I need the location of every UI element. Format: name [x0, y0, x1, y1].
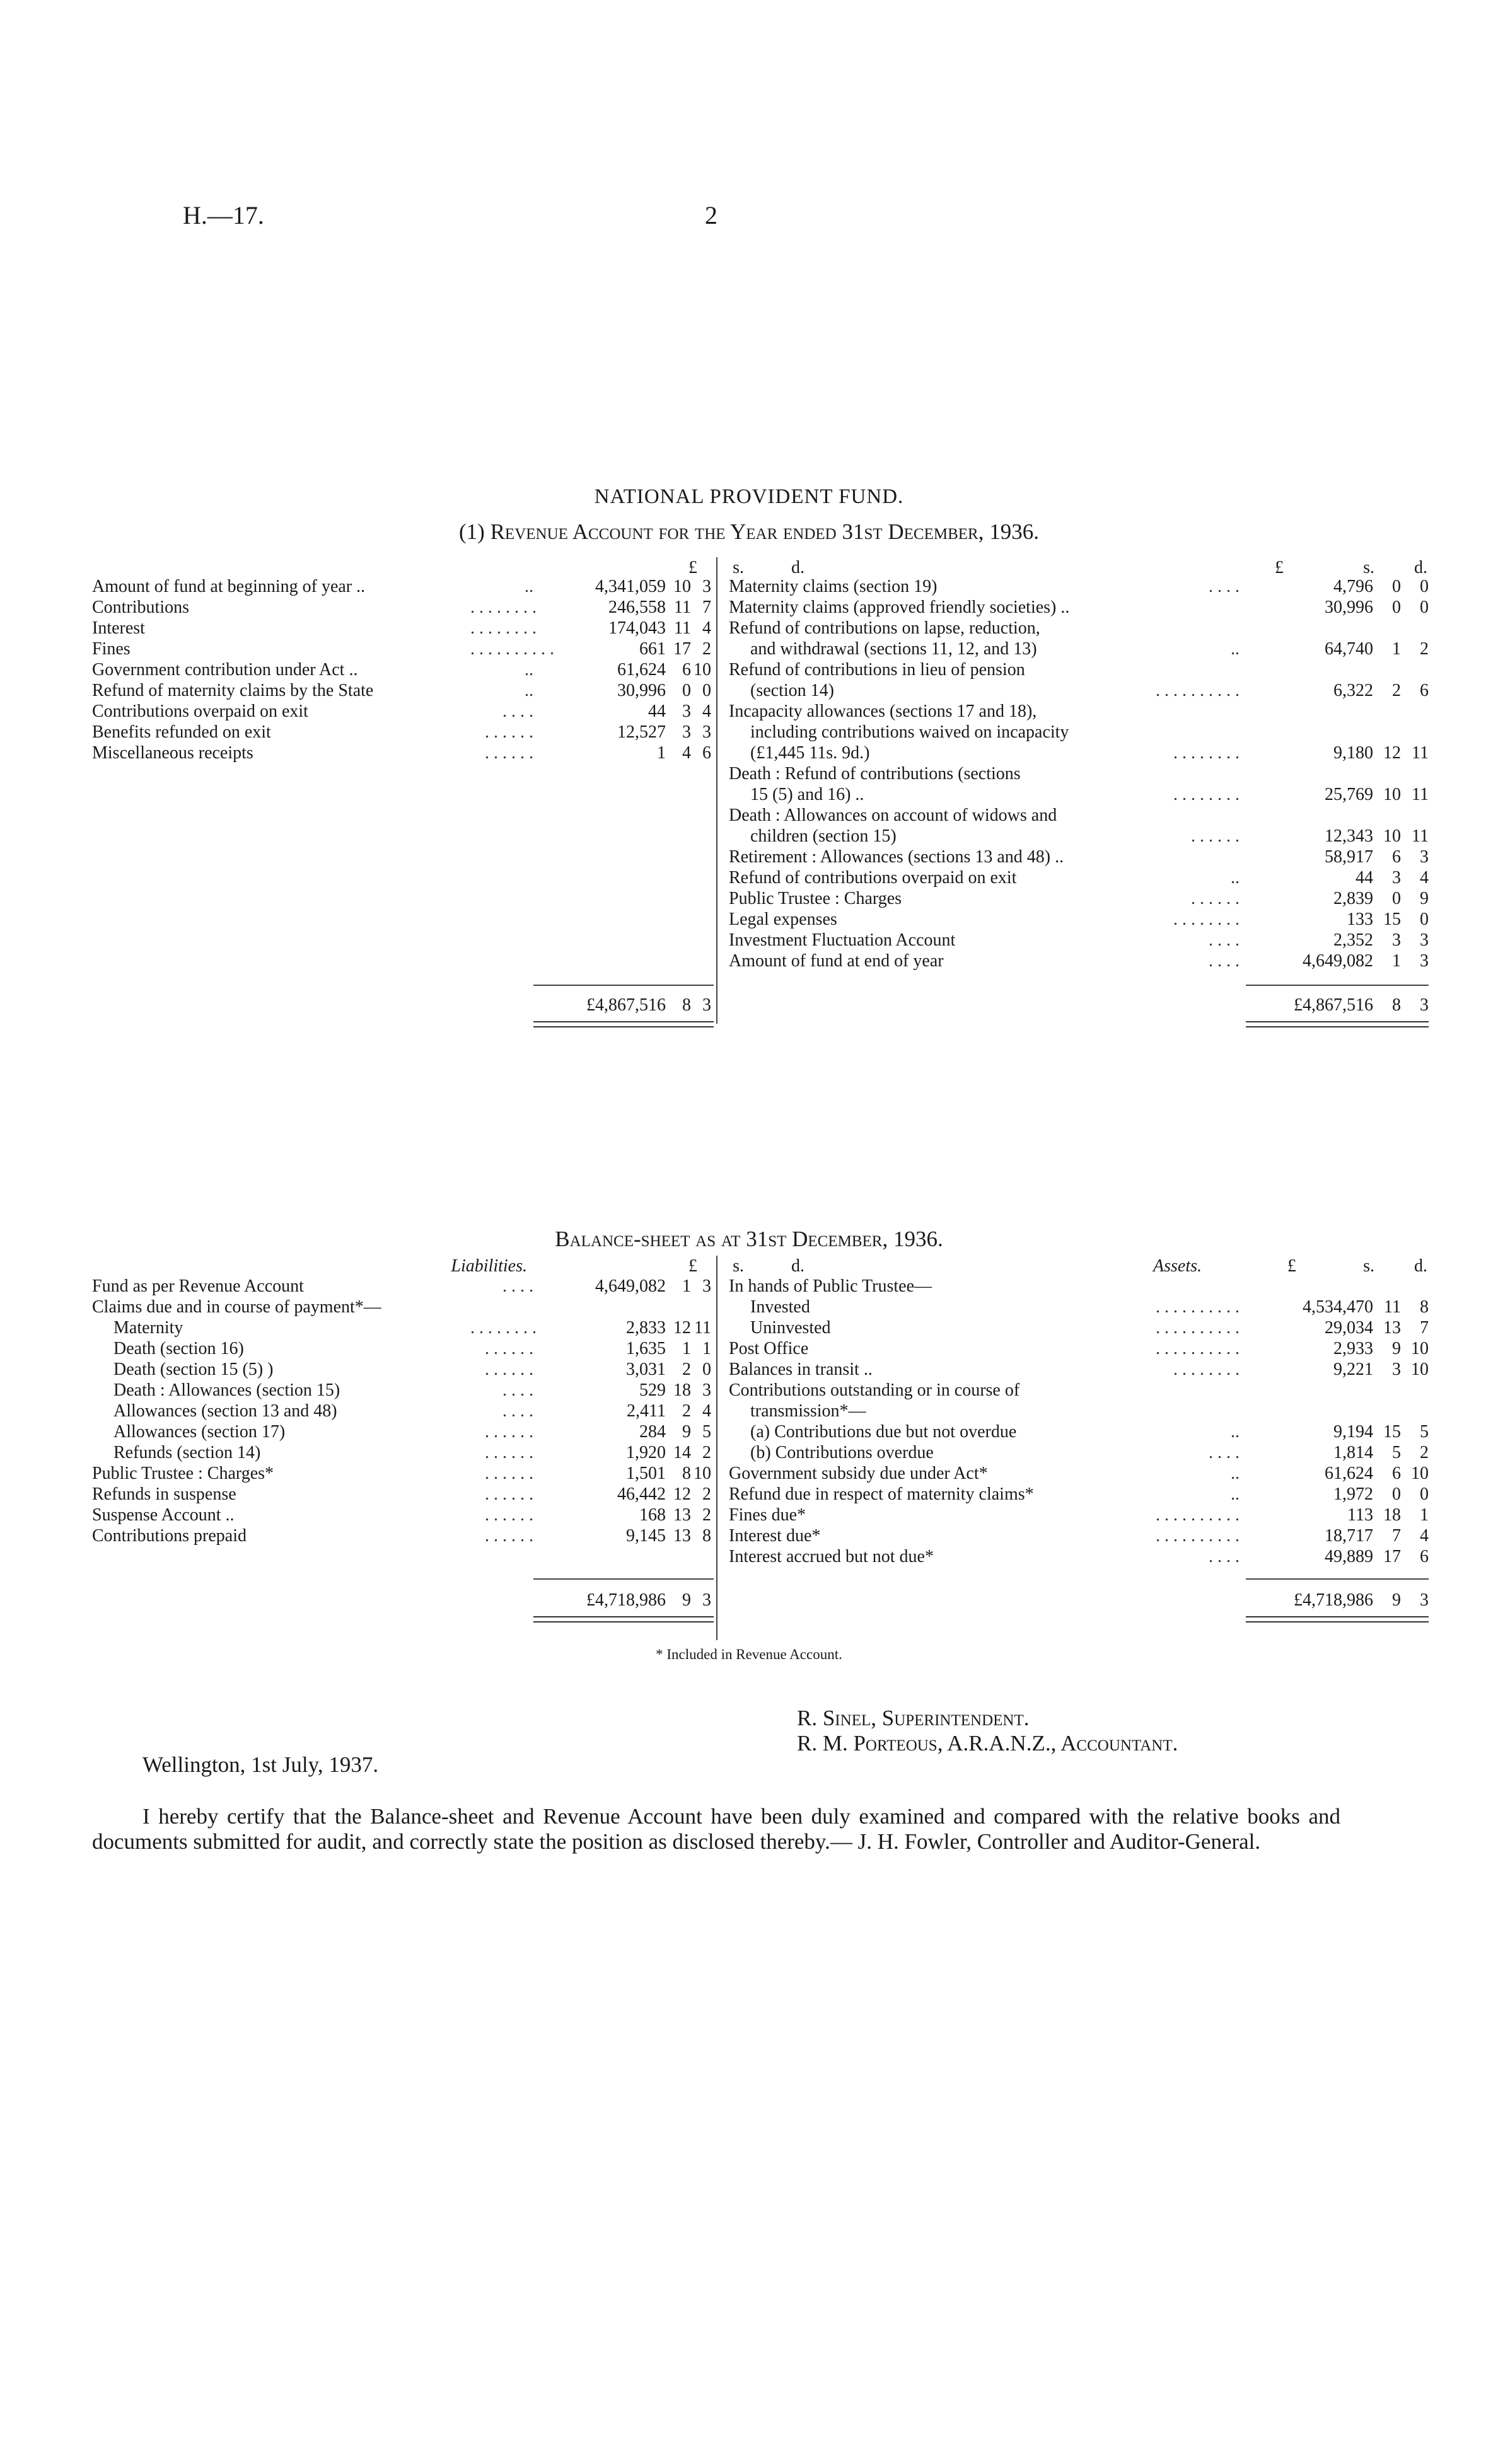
amount-pounds: 174,043	[608, 618, 666, 638]
col-pound-left: £	[688, 558, 697, 577]
row-label: Amount of fund at beginning of year ..	[92, 577, 366, 596]
amount-pounds: 1,501	[626, 1464, 666, 1483]
row-label: (a) Contributions due but not overdue	[750, 1422, 1017, 1442]
row-leader: . . . .	[502, 1401, 533, 1421]
amount-pounds: 2,833	[626, 1318, 666, 1338]
row-label: Death : Allowances (section 15)	[113, 1380, 340, 1400]
amount-s: 1	[682, 1276, 691, 1296]
amount-pounds: 1,972	[1333, 1484, 1373, 1504]
amount-d: 4	[1420, 868, 1429, 888]
row-label: 15 (5) and 16) ..	[750, 785, 864, 804]
amount-d: 1	[1420, 1505, 1429, 1525]
total-rule-right	[1246, 985, 1429, 986]
total-s-left: 8	[682, 995, 691, 1015]
row-label: Maternity claims (approved friendly societies) ..	[729, 598, 1070, 617]
amount-s: 9	[1392, 1339, 1401, 1358]
row-label: Uninvested	[750, 1318, 831, 1338]
col-d-left: d.	[791, 558, 804, 577]
row-leader: . . . .	[502, 1276, 533, 1296]
bs-total-pounds-left: £4,718,986	[586, 1590, 666, 1610]
amount-d: 2	[1420, 1443, 1429, 1462]
amount-pounds: 4,534,470	[1303, 1297, 1373, 1317]
row-leader: ..	[525, 681, 533, 700]
row-label: Fines due*	[729, 1505, 806, 1525]
row-label: Death : Refund of contributions (sections	[729, 764, 1021, 784]
amount-d: 4	[702, 702, 711, 721]
amount-d: 2	[702, 1505, 711, 1525]
amount-pounds: 2,839	[1333, 889, 1373, 908]
report-reference: H.—17.	[183, 201, 264, 229]
row-leader: . . . .	[1209, 930, 1240, 950]
amount-pounds: 61,624	[617, 660, 666, 680]
amount-pounds: 113	[1347, 1505, 1373, 1525]
amount-s: 4	[682, 743, 691, 763]
row-leader: . . . . . .	[485, 1464, 533, 1483]
amount-d: 0	[702, 1360, 711, 1379]
amount-d: 11	[694, 1318, 711, 1338]
row-label: Death (section 16)	[113, 1339, 244, 1358]
row-label: Legal expenses	[729, 910, 837, 929]
amount-pounds: 2,352	[1333, 930, 1373, 950]
amount-s: 1	[1392, 951, 1401, 971]
amount-pounds: 1	[657, 743, 666, 763]
amount-d: 2	[702, 1484, 711, 1504]
liabilities-list	[92, 1276, 710, 1553]
row-label: (£1,445 11s. 9d.)	[750, 743, 870, 763]
amount-d: 3	[1420, 930, 1429, 950]
row-label: including contributions waived on incapacity	[750, 722, 1069, 742]
row-label: Contributions	[92, 598, 190, 617]
assets-heading: Assets.	[1153, 1256, 1202, 1276]
amount-d: 0	[1420, 1484, 1429, 1504]
row-leader: . . . . . . . .	[470, 598, 537, 617]
row-leader: ..	[1231, 639, 1240, 659]
row-label: Suspense Account ..	[92, 1505, 235, 1525]
row-label: (b) Contributions overdue	[750, 1443, 934, 1462]
revenue-account-table	[92, 557, 1429, 1036]
amount-d: 3	[702, 577, 711, 596]
amount-pounds: 49,889	[1325, 1547, 1373, 1566]
amount-d: 10	[694, 1464, 711, 1483]
bs-col-pound-right: £	[1287, 1256, 1296, 1276]
amount-s: 9	[682, 1422, 691, 1442]
row-leader: . . . .	[502, 702, 533, 721]
row-leader: . . . . . .	[485, 722, 533, 742]
amount-pounds: 133	[1347, 910, 1373, 929]
amount-d: 8	[702, 1526, 711, 1546]
row-label: transmission*—	[750, 1401, 866, 1421]
amount-s: 0	[1392, 889, 1401, 908]
amount-s: 0	[1392, 598, 1401, 617]
amount-s: 12	[1383, 743, 1401, 763]
row-leader: . . . . . . . .	[1173, 743, 1240, 763]
amount-s: 14	[673, 1443, 691, 1462]
footnote: * Included in Revenue Account.	[656, 1646, 842, 1662]
amount-s: 0	[682, 681, 691, 700]
row-leader: . . . . . .	[485, 1526, 533, 1546]
amount-s: 11	[674, 618, 691, 638]
audit-certificate	[92, 1804, 1340, 1854]
amount-d: 6	[1420, 681, 1429, 700]
row-label: Interest accrued but not due*	[729, 1547, 934, 1566]
bs-total-pounds-right: £4,718,986	[1294, 1590, 1373, 1610]
amount-pounds: 30,996	[617, 681, 666, 700]
amount-d: 11	[1412, 826, 1429, 846]
row-leader: . . . .	[1209, 577, 1240, 596]
row-label: Death (section 15 (5) )	[113, 1360, 274, 1379]
amount-d: 9	[1420, 889, 1429, 908]
amount-s: 10	[1383, 826, 1401, 846]
amount-pounds: 4,649,082	[1303, 951, 1373, 971]
amount-pounds: 46,442	[617, 1484, 666, 1504]
amount-s: 3	[682, 702, 691, 721]
amount-s: 17	[673, 639, 691, 659]
amount-s: 6	[1392, 847, 1401, 867]
amount-pounds: 9,145	[626, 1526, 666, 1546]
row-leader: . . . . . . . .	[470, 1318, 537, 1338]
row-leader: . . . . . . . . . .	[1156, 1318, 1240, 1338]
bs-double-rule-left	[533, 1616, 714, 1622]
amount-s: 5	[1392, 1443, 1401, 1462]
row-label: Public Trustee : Charges*	[92, 1464, 274, 1483]
amount-pounds: 661	[639, 639, 666, 659]
amount-s: 6	[682, 660, 691, 680]
total-s-right: 8	[1392, 995, 1401, 1015]
row-label: Amount of fund at end of year	[729, 951, 944, 971]
bs-col-s-right: s.	[1363, 1256, 1374, 1276]
amount-d: 10	[694, 660, 711, 680]
amount-s: 3	[1392, 868, 1401, 888]
row-label: Interest	[92, 618, 145, 638]
fund-title: NATIONAL PROVIDENT FUND.	[594, 485, 904, 508]
amount-d: 6	[702, 743, 711, 763]
amount-s: 0	[1392, 577, 1401, 596]
amount-d: 2	[702, 639, 711, 659]
row-label: Miscellaneous receipts	[92, 743, 253, 763]
row-label: Post Office	[729, 1339, 809, 1358]
row-leader: . . . . . . . .	[1173, 910, 1240, 929]
row-label: Public Trustee : Charges	[729, 889, 902, 908]
amount-s: 7	[1392, 1526, 1401, 1546]
amount-d: 5	[702, 1422, 711, 1442]
amount-pounds: 6,322	[1333, 681, 1373, 700]
row-leader: . . . . . .	[485, 1339, 533, 1358]
row-leader: . . . . . .	[485, 1422, 533, 1442]
col-d-right: d.	[1414, 558, 1427, 577]
total-pounds-left: £4,867,516	[586, 995, 666, 1015]
amount-pounds: 3,031	[626, 1360, 666, 1379]
row-leader: . . . . . .	[485, 743, 533, 763]
amount-pounds: 25,769	[1325, 785, 1373, 804]
row-label: Contributions overpaid on exit	[92, 702, 308, 721]
amount-d: 3	[1420, 951, 1429, 971]
amount-d: 11	[1412, 785, 1429, 804]
amount-s: 15	[1383, 1422, 1401, 1442]
amount-pounds: 9,221	[1333, 1360, 1373, 1379]
row-label: Refunds (section 14)	[113, 1443, 261, 1462]
bs-total-s-right: 9	[1392, 1590, 1401, 1610]
amount-d: 4	[702, 618, 711, 638]
balance-sheet-table	[92, 1256, 1429, 1634]
amount-s: 10	[1383, 785, 1401, 804]
row-label: Interest due*	[729, 1526, 821, 1546]
col-pound-right: £	[1275, 558, 1284, 577]
row-label: Retirement : Allowances (sections 13 and 48) ..	[729, 847, 1064, 867]
row-leader: . . . . . . . . . .	[1156, 681, 1240, 700]
row-leader: . . . . . . . .	[1173, 785, 1240, 804]
row-label: Death : Allowances on account of widows and	[729, 806, 1057, 825]
amount-s: 11	[1384, 1297, 1401, 1317]
amount-pounds: 9,194	[1333, 1422, 1373, 1442]
row-leader: . . . . . .	[485, 1443, 533, 1462]
bs-double-rule-right	[1246, 1616, 1429, 1622]
row-leader: . . . .	[502, 1380, 533, 1400]
amount-d: 3	[702, 1380, 711, 1400]
double-rule-left	[533, 1021, 714, 1027]
amount-d: 0	[1420, 598, 1429, 617]
row-label: Allowances (section 17)	[113, 1422, 286, 1442]
amount-pounds: 30,996	[1325, 598, 1373, 617]
amount-d: 4	[1420, 1526, 1429, 1546]
row-leader: ..	[525, 577, 533, 596]
bs-total-d-left: 3	[702, 1590, 711, 1610]
amount-pounds: 2,411	[627, 1401, 666, 1421]
row-leader: ..	[1231, 1464, 1240, 1483]
row-leader: . . . .	[1209, 1547, 1240, 1566]
amount-d: 2	[702, 1443, 711, 1462]
amount-s: 18	[1383, 1505, 1401, 1525]
amount-pounds: 246,558	[608, 598, 666, 617]
row-leader: . . . . . . . . . .	[470, 639, 554, 659]
bs-col-s-left: s.	[733, 1256, 744, 1276]
row-label: Government subsidy due under Act*	[729, 1464, 988, 1483]
balance-sheet-heading: Balance-sheet as at 31st December, 1936.	[555, 1227, 943, 1251]
amount-pounds: 12,343	[1325, 826, 1373, 846]
amount-pounds: 4,341,059	[595, 577, 666, 596]
row-label: children (section 15)	[750, 826, 897, 846]
revenue-payments	[729, 576, 1429, 986]
amount-pounds: 2,933	[1333, 1339, 1373, 1358]
row-leader: . . . . . .	[485, 1505, 533, 1525]
amount-pounds: 4,796	[1333, 577, 1373, 596]
row-leader: . . . . . .	[1191, 889, 1240, 908]
bs-col-d-right: d.	[1414, 1256, 1427, 1276]
bs-total-rule-left	[533, 1578, 714, 1580]
amount-s: 3	[1392, 930, 1401, 950]
amount-d: 3	[702, 722, 711, 742]
place-date: Wellington, 1st July, 1937.	[142, 1752, 379, 1777]
amount-s: 1	[682, 1339, 691, 1358]
amount-d: 10	[1411, 1339, 1429, 1358]
amount-d: 5	[1420, 1422, 1429, 1442]
row-label: Allowances (section 13 and 48)	[113, 1401, 337, 1421]
amount-pounds: 4,649,082	[595, 1276, 666, 1296]
amount-s: 3	[682, 722, 691, 742]
amount-d: 2	[1420, 639, 1429, 659]
amount-pounds: 284	[639, 1422, 666, 1442]
bs-total-d-right: 3	[1420, 1590, 1429, 1610]
bs-column-divider	[716, 1256, 717, 1640]
row-leader: ..	[1231, 1484, 1240, 1504]
assets-list	[729, 1276, 1429, 1572]
amount-pounds: 9,180	[1333, 743, 1373, 763]
row-leader: . . . . . .	[485, 1484, 533, 1504]
amount-d: 0	[1420, 577, 1429, 596]
row-leader: . . . . . .	[1191, 826, 1240, 846]
amount-s: 1	[1392, 639, 1401, 659]
total-pounds-right: £4,867,516	[1294, 995, 1373, 1015]
col-s-left: s.	[733, 558, 744, 577]
row-label: Contributions outstanding or in course of	[729, 1380, 1020, 1400]
row-leader: ..	[1231, 868, 1240, 888]
amount-s: 6	[1392, 1464, 1401, 1483]
amount-pounds: 44	[1356, 868, 1373, 888]
total-d-right: 3	[1420, 995, 1429, 1015]
page-number: 2	[705, 201, 717, 229]
amount-d: 3	[702, 1276, 711, 1296]
row-label: Invested	[750, 1297, 810, 1317]
amount-s: 8	[682, 1464, 691, 1483]
amount-pounds: 58,917	[1325, 847, 1373, 867]
amount-s: 3	[1392, 1360, 1401, 1379]
amount-s: 2	[1392, 681, 1401, 700]
revenue-account-heading: (1) Revenue Account for the Year ended 31st December, 1936.	[459, 519, 1039, 544]
row-label: Refunds in suspense	[92, 1484, 236, 1504]
amount-s: 11	[674, 598, 691, 617]
total-rule-left	[533, 985, 714, 986]
amount-s: 12	[673, 1318, 691, 1338]
amount-s: 2	[682, 1401, 691, 1421]
bs-col-d-left: d.	[791, 1256, 804, 1276]
amount-d: 4	[702, 1401, 711, 1421]
bs-total-s-left: 9	[682, 1590, 691, 1610]
amount-s: 13	[673, 1505, 691, 1525]
row-leader: . . . .	[1209, 1443, 1240, 1462]
amount-d: 8	[1420, 1297, 1429, 1317]
row-label: and withdrawal (sections 11, 12, and 13)	[750, 639, 1037, 659]
revenue-receipts	[92, 576, 710, 790]
row-leader: . . . . . .	[485, 1360, 533, 1379]
signature-accountant: R. M. Porteous, A.R.A.N.Z., Accountant.	[797, 1731, 1178, 1755]
row-label: Refund of contributions in lieu of pension	[729, 660, 1025, 680]
bs-total-rule-right	[1246, 1578, 1429, 1580]
amount-pounds: 29,034	[1325, 1318, 1373, 1338]
signature-superintendent: R. Sinel, Superintendent.	[797, 1706, 1030, 1730]
row-label: Claims due and in course of payment*—	[92, 1297, 381, 1317]
amount-s: 2	[682, 1360, 691, 1379]
amount-d: 1	[702, 1339, 711, 1358]
row-label: Refund of contributions overpaid on exit	[729, 868, 1017, 888]
amount-d: 0	[702, 681, 711, 700]
amount-s: 0	[1392, 1484, 1401, 1504]
amount-pounds: 168	[639, 1505, 666, 1525]
row-label: Government contribution under Act ..	[92, 660, 358, 680]
column-divider	[716, 557, 717, 1024]
amount-pounds: 64,740	[1325, 639, 1373, 659]
total-d-left: 3	[702, 995, 711, 1015]
row-leader: . . . . . . . . . .	[1156, 1505, 1240, 1525]
row-label: Incapacity allowances (sections 17 and 18),	[729, 702, 1037, 721]
amount-s: 15	[1383, 910, 1401, 929]
amount-pounds: 44	[648, 702, 666, 721]
amount-d: 7	[1420, 1318, 1429, 1338]
amount-s: 13	[1383, 1318, 1401, 1338]
row-label: Fines	[92, 639, 131, 659]
row-label: Refund due in respect of maternity claims*	[729, 1484, 1034, 1504]
amount-pounds: 61,624	[1325, 1464, 1373, 1483]
amount-pounds: 12,527	[617, 722, 666, 742]
amount-d: 7	[702, 598, 711, 617]
amount-s: 10	[673, 577, 691, 596]
row-label: Refund of contributions on lapse, reduction,	[729, 618, 1040, 638]
row-leader: ..	[525, 660, 533, 680]
row-label: Contributions prepaid	[92, 1526, 247, 1546]
row-label: Maternity	[113, 1318, 183, 1338]
amount-pounds: 1,814	[1333, 1443, 1373, 1462]
amount-d: 6	[1420, 1547, 1429, 1566]
amount-pounds: 529	[639, 1380, 666, 1400]
row-label: Investment Fluctuation Account	[729, 930, 956, 950]
row-leader: . . . . . . . .	[470, 618, 537, 638]
amount-pounds: 1,920	[626, 1443, 666, 1462]
col-s-right: s.	[1363, 558, 1374, 577]
row-leader: . . . . . . . .	[1173, 1360, 1240, 1379]
liabilities-heading: Liabilities.	[451, 1256, 527, 1276]
row-leader: . . . . . . . . . .	[1156, 1339, 1240, 1358]
row-label: Fund as per Revenue Account	[92, 1276, 304, 1296]
amount-d: 10	[1411, 1464, 1429, 1483]
row-leader: . . . . . . . . . .	[1156, 1526, 1240, 1546]
row-label: Maternity claims (section 19)	[729, 577, 938, 596]
row-label: Benefits refunded on exit	[92, 722, 271, 742]
row-leader: . . . .	[1209, 951, 1240, 971]
bs-col-pound-left: £	[688, 1256, 697, 1276]
amount-d: 0	[1420, 910, 1429, 929]
row-leader: ..	[1231, 1422, 1240, 1442]
row-label: In hands of Public Trustee—	[729, 1276, 932, 1296]
amount-s: 18	[673, 1380, 691, 1400]
row-label: Refund of maternity claims by the State	[92, 681, 374, 700]
amount-s: 12	[673, 1484, 691, 1504]
amount-d: 11	[1412, 743, 1429, 763]
row-leader: . . . . . . . . . .	[1156, 1297, 1240, 1317]
amount-d: 3	[1420, 847, 1429, 867]
amount-d: 10	[1411, 1360, 1429, 1379]
certificate-text: I hereby certify that the Balance-sheet and Revenue Account have been duly examined and compared with the relative books and documents submitted for audit, and correctly state the position as disclosed thereby.— J. H. Fowler, Controller and Auditor-General.	[92, 1804, 1340, 1854]
double-rule-right	[1246, 1021, 1429, 1027]
amount-s: 17	[1383, 1547, 1401, 1566]
amount-pounds: 1,635	[626, 1339, 666, 1358]
amount-pounds: 18,717	[1325, 1526, 1373, 1546]
row-label: (section 14)	[750, 681, 834, 700]
row-label: Balances in transit ..	[729, 1360, 873, 1379]
amount-s: 13	[673, 1526, 691, 1546]
